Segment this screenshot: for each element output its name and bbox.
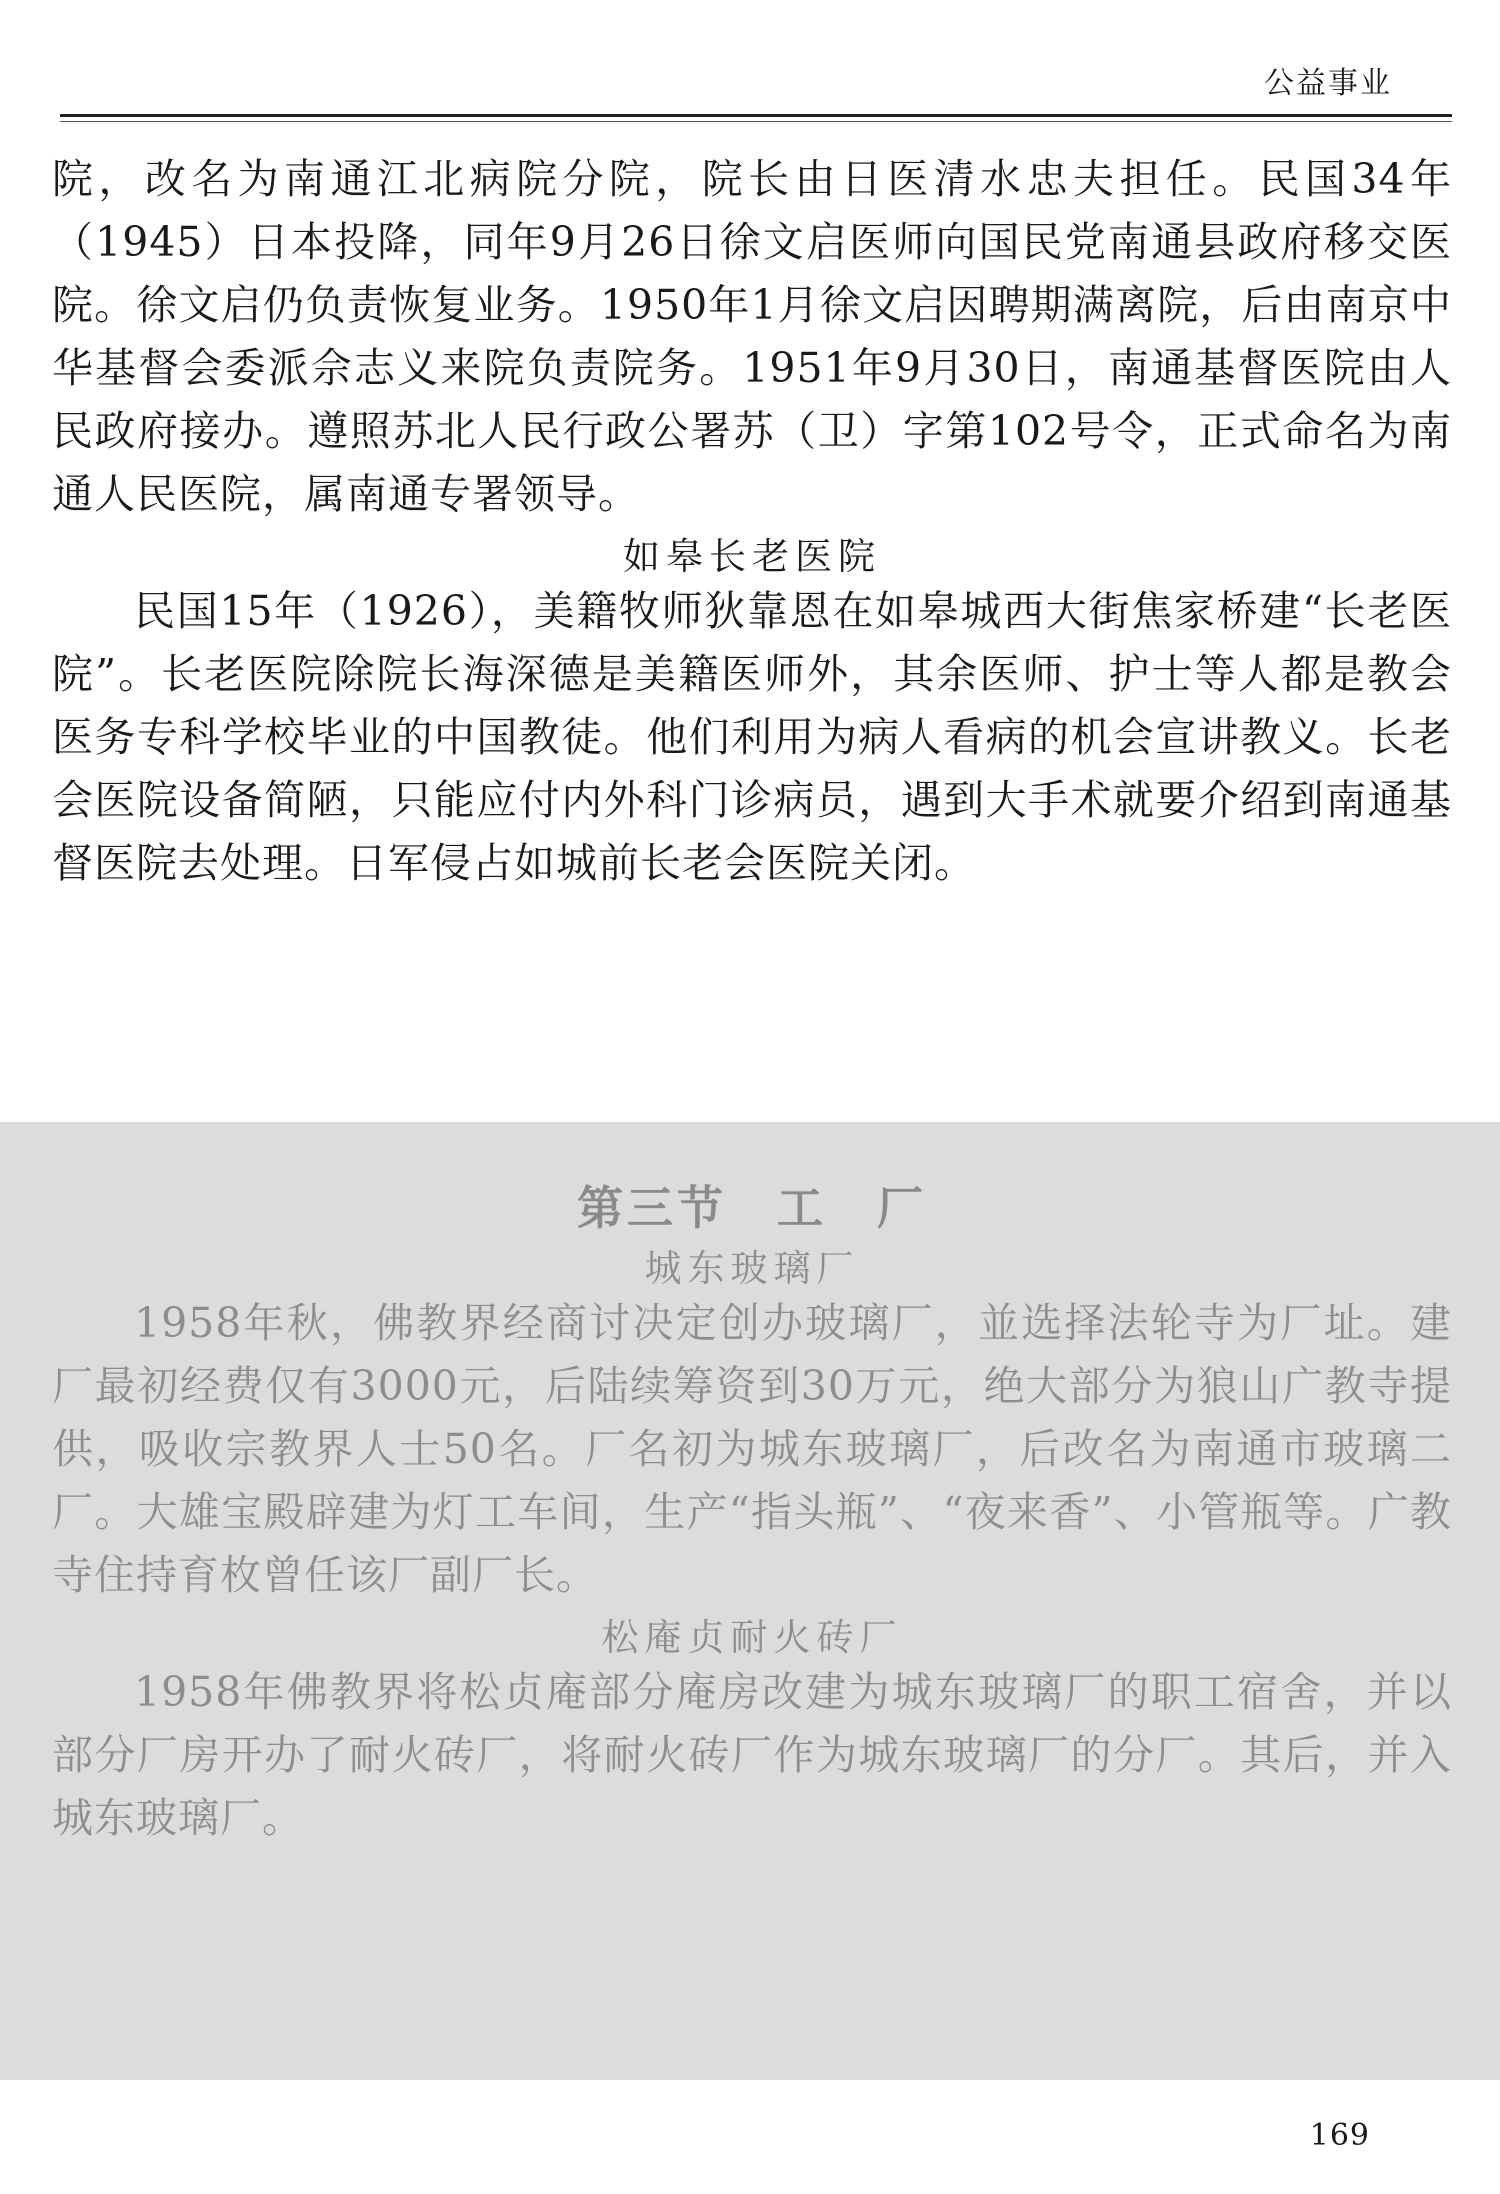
header-rule-thin bbox=[60, 121, 1452, 122]
rugao-hospital-paragraph: 民国15年（1926），美籍牧师狄靠恩在如皋城西大街焦家桥建“长老医院”。长老医院除院长海深德是美籍医师外，其余医师、护士等人都是教会医务专科学校毕业的中国教徒。他们利用为病人看病的机会宣讲教义。长老会医院设备简陋，只能应付内外科门诊病员，遇到大手术就要介绍到南通基督医院去处理。日军侵占如城前长老会医院关闭。 bbox=[52, 587, 1452, 887]
brick-factory-paragraph: 1958年佛教界将松贞庵部分庵房改建为城东玻璃厂的职工宿舍，并以部分厂房开办了耐火砖厂，将耐火砖厂作为城东玻璃厂的分厂。其后，并入城东玻璃厂。 bbox=[52, 1668, 1452, 1842]
top-section bbox=[52, 148, 1452, 895]
section-title-text: 工 厂 bbox=[777, 1181, 927, 1235]
continuation-paragraph: 院，改名为南通江北病院分院，院长由日医清水忠夫担任。民国34年（1945）日本投降，同年9月26日徐文启医师向国民党南通县政府移交医院。徐文启仍负责恢复业务。1950年1月徐文启因聘期满离院，后由南京中华基督会委派佘志义来院负责院务。1951年9月30日，南通基督医院由人民政府接办。遵照苏北人民行政公署苏（卫）字第102号令，正式命名为南通人民医院，属南通专署领导。 bbox=[52, 155, 1452, 518]
page-number: 169 bbox=[1309, 2118, 1370, 2153]
subheading-rugao-hospital: 如皋长老医院 bbox=[623, 535, 881, 578]
subheading-glass-factory: 城东玻璃厂 bbox=[644, 1247, 860, 1290]
glass-factory-paragraph: 1958年秋，佛教界经商讨决定创办玻璃厂，並选择法轮寺为厂址。建厂最初经费仅有3000元，后陆续筹资到30万元，绝大部分为狼山广教寺提供，吸收宗教界人士50名。厂名初为城东玻璃厂，后改名为南通市玻璃二厂。大雄宝殿辟建为灯工车间，生产“指头瓶”、“夜来香”、小管瓶等。广教寺住持育枚曾任该厂副厂长。 bbox=[52, 1299, 1452, 1599]
highlighted-section-content bbox=[52, 1172, 1452, 1850]
section-title-number: 第三节 bbox=[577, 1181, 727, 1235]
running-header bbox=[60, 52, 1452, 122]
subheading-brick-factory: 松庵贞耐火砖厂 bbox=[601, 1616, 903, 1659]
header-rule bbox=[60, 114, 1452, 117]
section-title bbox=[52, 1172, 1452, 1238]
highlighted-section bbox=[0, 1122, 1500, 2080]
running-header-title: 公益事业 bbox=[1264, 66, 1392, 101]
